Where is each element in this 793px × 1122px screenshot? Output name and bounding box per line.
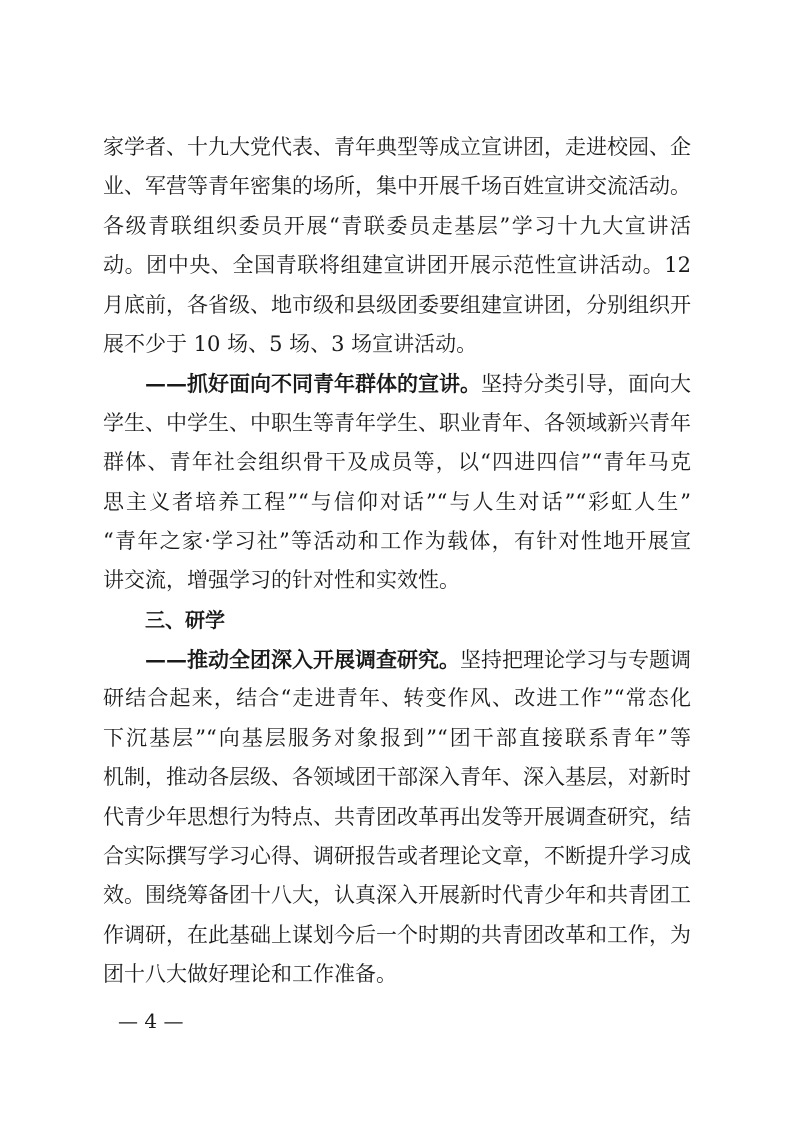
text-line: “青年之家·学习社”等活动和工作为载体，有针对性地开展宣 [103,528,691,553]
text-line: 效。围绕筹备团十八大，认真深入开展新时代青少年和共青团工 [103,883,691,908]
paragraph-first-line [103,640,691,679]
text-line: 家学者、十九大党代表、青年典型等成立宣讲团，走进校园、企 [103,135,691,159]
document-body [103,128,691,995]
text-line: 合实际撰写学习心得、调研报告或者理论文章，不断提升学习成 [103,844,691,869]
section-heading: 三、研学 [145,607,225,632]
paragraph-first-text: 坚持分类引导，面向大 [481,372,691,397]
text-line: 各级青联组织委员开展“青联委员走基层”学习十九大宣讲活 [103,213,691,238]
paragraph-lead: ——推动全团深入开展调查研究。 [145,647,460,673]
page-number: — 4 — [118,1009,184,1033]
text-line: 讲交流，增强学习的针对性和实效性。 [103,568,460,593]
paragraph-first-line [103,364,691,403]
text-line: 下沉基层”“向基层服务对象报到”“团干部直接联系青年”等 [103,725,691,750]
text-line: 展不少于 10 场、5 场、3 场宣讲活动。 [103,331,478,356]
paragraph-1 [103,128,691,364]
text-line: 机制，推动各层级、各领域团干部深入青年、深入基层，对新时 [103,765,691,790]
paragraph-lead: ——抓好面向不同青年群体的宣讲。 [145,371,481,397]
text-line: 月底前，各省级、地市级和县级团委要组建宣讲团，分别组织开 [103,292,691,317]
text-line: 代青少年思想行为特点、共青团改革再出发等开展调查研究，结 [103,804,691,829]
text-line: 动。团中央、全国青联将组建宣讲团开展示范性宣讲活动。12 [103,253,691,278]
text-line: 学生、中学生、中职生等青年学生、职业青年、各领域新兴青年 [103,410,691,435]
text-line: 群体、青年社会组织骨干及成员等，以“四进四信”“青年马克 [103,450,691,475]
text-line: 业、军营等青年密集的场所，集中开展千场百姓宣讲交流活动。 [103,174,691,199]
paragraph-first-text: 坚持把理论学习与专题调 [460,648,691,673]
text-line: 研结合起来，结合“走进青年、转变作风、改进工作”“常态化 [103,686,691,711]
text-line: 作调研，在此基础上谋划今后一个时期的共青团改革和工作，为 [103,922,691,947]
paragraph-2 [103,364,691,600]
text-line: 团十八大做好理论和工作准备。 [103,962,397,987]
paragraph-3 [103,640,691,995]
text-line: 思主义者培养工程”“与信仰对话”“与人生对话”“彩虹人生” [103,489,691,514]
